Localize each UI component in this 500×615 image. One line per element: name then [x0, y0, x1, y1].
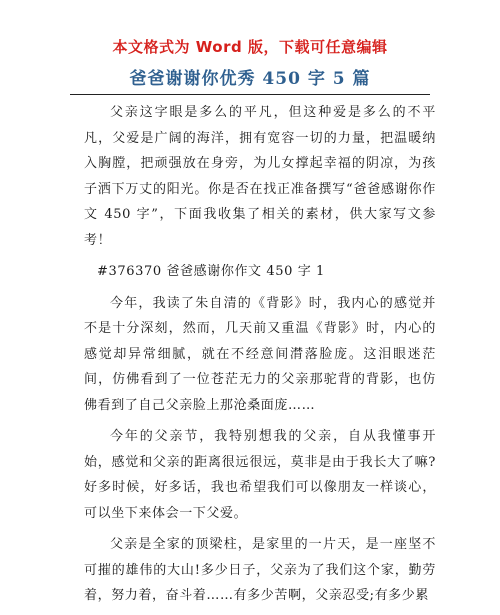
- format-notice: 本文格式为 Word 版，下载可任意编辑: [112, 38, 388, 56]
- document-title: 爸爸谢谢你优秀 450 字 5 篇: [129, 69, 371, 89]
- intro-paragraph: 父亲这字眼是多么的平凡，但这种爱是多么的不平凡，父爱是广阔的海洋，拥有宽容一切的力量，把温暖纳入胸膛，把顽强放在身旁，为儿女撑起幸福的阴凉，为孩子洒下万丈的阳光。你是否在找正准备撰写“爸爸感谢你作文 450 字”，下面我收集了相关的素材，供大家写文参考！: [84, 105, 436, 248]
- document-body: [84, 100, 436, 615]
- body-paragraph: 今年的父亲节，我特别想我的父亲，自从我懂事开始，感觉和父亲的距离很远很远，莫非是由于我长大了嘛?好多时候，好多话，我也希望我们可以像朋友一样谈心，可以坐下来体会一下父爱。: [84, 429, 436, 521]
- title-divider: [70, 94, 430, 95]
- body-paragraph: 今年，我读了朱自清的《背影》时，我内心的感觉并不是十分深刻，然而，几天前又重温《背影》时，内心的感觉却异常细腻，就在不经意间潸落脸庞。这泪眼迷茫间，仿佛看到了一位苍茫无力的父亲那驼背的背影，也仿佛看到了自己父亲脸上那沧桑面庞……: [84, 295, 436, 413]
- section-heading: #376370 爸爸感谢你作文 450 字 1: [97, 264, 325, 279]
- body-paragraph: 父亲是全家的顶梁柱，是家里的一片天，是一座坚不可摧的雄伟的大山!多少日子，父亲为了我们这个家，勤劳着，努力着，奋斗着……有多少苦啊，父亲忍受;有多少累: [84, 537, 436, 603]
